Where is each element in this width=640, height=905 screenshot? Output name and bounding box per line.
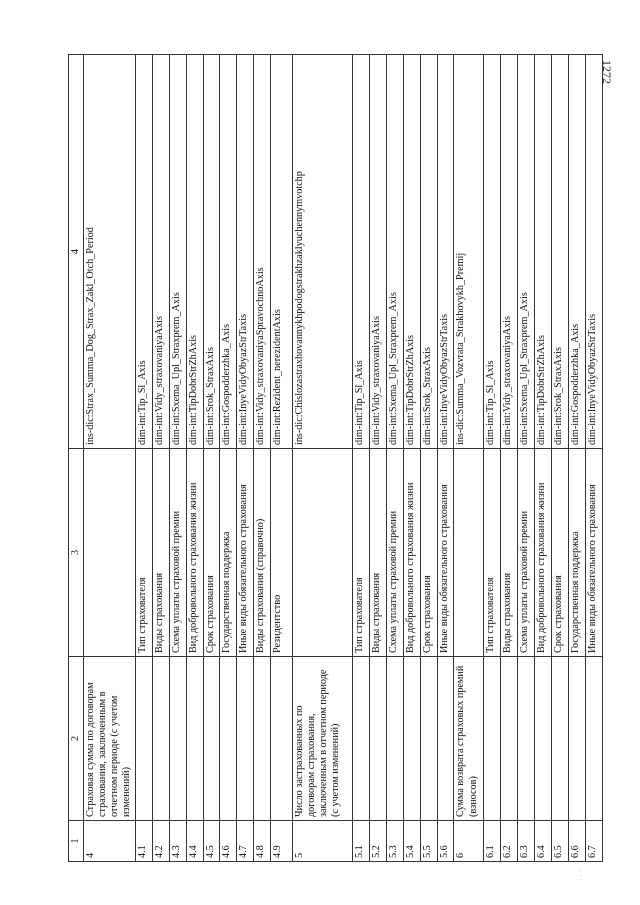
row-name-cell	[403, 657, 420, 821]
row-number-cell: 6	[454, 821, 484, 862]
header-col-2: 2	[69, 657, 84, 821]
row-number-cell: 5	[293, 821, 353, 862]
table-row	[437, 55, 454, 862]
row-number-cell: 5.2	[370, 821, 387, 862]
table-row	[186, 55, 203, 862]
row-name-cell: Сумма возврата страховых премий (взносов)	[454, 657, 484, 821]
row-axis-cell: Виды страхования	[152, 449, 169, 657]
table-row	[454, 55, 484, 862]
row-axis-cell: Резидентство	[271, 449, 293, 657]
row-name-cell	[203, 657, 220, 821]
row-code-cell: dim-int:Sxema_Upl_Straxprem_Axis	[518, 55, 535, 449]
table-row	[203, 55, 220, 862]
table-row	[353, 55, 370, 862]
row-code-cell: dim-int:Srok_StraxAxis	[203, 55, 220, 449]
table-header-row	[69, 55, 84, 862]
table-row	[271, 55, 293, 862]
row-code-cell: dim-int:Gospodderzhka_Axis	[220, 55, 237, 449]
row-code-cell: dim-int:TipDobrStrZhAxis	[535, 55, 552, 449]
row-number-cell: 4	[84, 821, 136, 862]
row-name-cell	[271, 657, 293, 821]
row-name-cell	[420, 657, 437, 821]
row-name-cell	[518, 657, 535, 821]
table-row	[420, 55, 437, 862]
row-name-cell	[254, 657, 271, 821]
row-axis-cell: Виды страхования (справочно)	[254, 449, 271, 657]
row-number-cell: 5.3	[386, 821, 403, 862]
row-number-cell: 6.2	[501, 821, 518, 862]
row-code-cell: dim-int:Sxema_Upl_Straxprem_Axis	[169, 55, 186, 449]
row-name-cell	[535, 657, 552, 821]
table-row	[169, 55, 186, 862]
row-code-cell: dim-int:InyeVidyObyazStrTaxis	[585, 55, 602, 449]
row-name-cell: Число застрахованных по договорам страхования, заключенным в отчетном периоде (с учетом изменений)	[293, 657, 353, 821]
row-number-cell: 4.3	[169, 821, 186, 862]
data-table	[68, 54, 603, 862]
table-container	[68, 55, 603, 862]
row-axis-cell: Вид добровольного страхования жизни	[186, 449, 203, 657]
table-row	[152, 55, 169, 862]
row-name-cell	[437, 657, 454, 821]
header-col-3: 3	[69, 449, 84, 657]
row-code-cell: dim-int:Tip_Sl_Axis	[484, 55, 501, 449]
row-name-cell	[386, 657, 403, 821]
row-axis-cell: Государственная поддержка	[568, 449, 585, 657]
row-axis-cell: Срок страхования	[203, 449, 220, 657]
table-row	[370, 55, 387, 862]
row-axis-cell: Иные виды обязательного страхования	[437, 449, 454, 657]
row-code-cell: dim-int:TipDobrStrZhAxis	[186, 55, 203, 449]
row-name-cell	[552, 657, 569, 821]
row-name-cell	[585, 657, 602, 821]
row-number-cell: 4.8	[254, 821, 271, 862]
header-col-1: 1	[69, 821, 84, 862]
row-axis-cell: Тип страхователя	[353, 449, 370, 657]
row-code-cell: dim-int:Tip_Sl_Axis	[353, 55, 370, 449]
row-axis-cell	[293, 449, 353, 657]
row-code-cell: dim-int:InyeVidyObyazStrTaxis	[237, 55, 254, 449]
table-row	[535, 55, 552, 862]
row-number-cell: 6.3	[518, 821, 535, 862]
row-number-cell: 5.5	[420, 821, 437, 862]
row-axis-cell: Срок страхования	[552, 449, 569, 657]
row-axis-cell: Государственная поддержка	[220, 449, 237, 657]
table-row	[552, 55, 569, 862]
row-number-cell: 4.2	[152, 821, 169, 862]
row-axis-cell: Виды страхования	[370, 449, 387, 657]
table-row	[293, 55, 353, 862]
row-name-cell	[136, 657, 153, 821]
row-axis-cell	[454, 449, 484, 657]
row-code-cell: dim-int:Gospodderzhka_Axis	[568, 55, 585, 449]
row-code-cell: dim-int:Rezident_nerezidentAxis	[271, 55, 293, 449]
row-axis-cell: Вид добровольного страхования жизни	[535, 449, 552, 657]
table-row	[568, 55, 585, 862]
table-row	[484, 55, 501, 862]
row-number-cell: 5.6	[437, 821, 454, 862]
scan-artifact: · · ·	[577, 870, 584, 881]
row-axis-cell: Виды страхования	[501, 449, 518, 657]
row-number-cell: 6.4	[535, 821, 552, 862]
row-name-cell	[186, 657, 203, 821]
row-code-cell: ins-dic:Strax_Summa_Dog_Strax_Zakl_Otch_Period	[84, 55, 136, 449]
row-number-cell: 4.9	[271, 821, 293, 862]
row-axis-cell: Схема уплаты страховой премии	[169, 449, 186, 657]
table-row	[237, 55, 254, 862]
table-row	[386, 55, 403, 862]
row-number-cell: 5.4	[403, 821, 420, 862]
row-axis-cell: Схема уплаты страховой премии	[386, 449, 403, 657]
row-number-cell: 6.6	[568, 821, 585, 862]
row-axis-cell: Схема уплаты страховой премии	[518, 449, 535, 657]
row-code-cell: dim-int:InyeVidyObyazStrTaxis	[437, 55, 454, 449]
row-code-cell: dim-int:TipDobrStrZhAxis	[403, 55, 420, 449]
row-name-cell	[169, 657, 186, 821]
row-axis-cell: Тип страхователя	[484, 449, 501, 657]
rotated-table-wrapper	[68, 55, 603, 862]
header-col-4: 4	[69, 55, 84, 449]
row-code-cell: dim-int:Vidy_straxovaniyaAxis	[501, 55, 518, 449]
table-row	[254, 55, 271, 862]
table-row	[84, 55, 136, 862]
page-number: 1272	[600, 60, 614, 84]
table-row	[585, 55, 602, 862]
row-name-cell	[370, 657, 387, 821]
row-name-cell	[484, 657, 501, 821]
row-code-cell: dim-int:Vidy_straxovaniyaAxis	[370, 55, 387, 449]
row-name-cell	[152, 657, 169, 821]
table-row	[403, 55, 420, 862]
row-number-cell: 4.4	[186, 821, 203, 862]
table-row	[220, 55, 237, 862]
row-axis-cell: Срок страхования	[420, 449, 437, 657]
table-row	[501, 55, 518, 862]
row-axis-cell: Тип страхователя	[136, 449, 153, 657]
row-code-cell: ins-dic:Chislozastraxhovannykhpodogstrakhzaklyuchennymvotchp	[293, 55, 353, 449]
row-name-cell: Страховая сумма по договорам страхования, заключенным в отчетном периоде (с учетом изменений)	[84, 657, 136, 821]
row-axis-cell	[84, 449, 136, 657]
table-row	[136, 55, 153, 862]
row-number-cell: 6.1	[484, 821, 501, 862]
row-code-cell: dim-int:Vidy_straxovaniyaSpravochnoAxis	[254, 55, 271, 449]
row-code-cell: dim-int:Srok_StraxAxis	[420, 55, 437, 449]
row-number-cell: 5.1	[353, 821, 370, 862]
row-axis-cell: Вид добровольного страхования жизни	[403, 449, 420, 657]
row-axis-cell: Иные виды обязательного страхования	[237, 449, 254, 657]
row-number-cell: 4.6	[220, 821, 237, 862]
row-code-cell: dim-int:Tip_Sl_Axis	[136, 55, 153, 449]
row-code-cell: ins-dic:Summa_Vozvrata_Strakhovykh_Premij	[454, 55, 484, 449]
table-row	[518, 55, 535, 862]
row-code-cell: dim-int:Sxema_Upl_Straxprem_Axis	[386, 55, 403, 449]
row-name-cell	[237, 657, 254, 821]
row-axis-cell: Иные виды обязательного страхования	[585, 449, 602, 657]
row-name-cell	[220, 657, 237, 821]
row-number-cell: 4.5	[203, 821, 220, 862]
row-name-cell	[568, 657, 585, 821]
row-name-cell	[353, 657, 370, 821]
row-code-cell: dim-int:Srok_StraxAxis	[552, 55, 569, 449]
row-number-cell: 4.1	[136, 821, 153, 862]
row-number-cell: 6.5	[552, 821, 569, 862]
row-code-cell: dim-int:Vidy_straxovaniyaAxis	[152, 55, 169, 449]
row-number-cell: 6.7	[585, 821, 602, 862]
row-number-cell: 4.7	[237, 821, 254, 862]
table-body	[84, 55, 603, 862]
row-name-cell	[501, 657, 518, 821]
